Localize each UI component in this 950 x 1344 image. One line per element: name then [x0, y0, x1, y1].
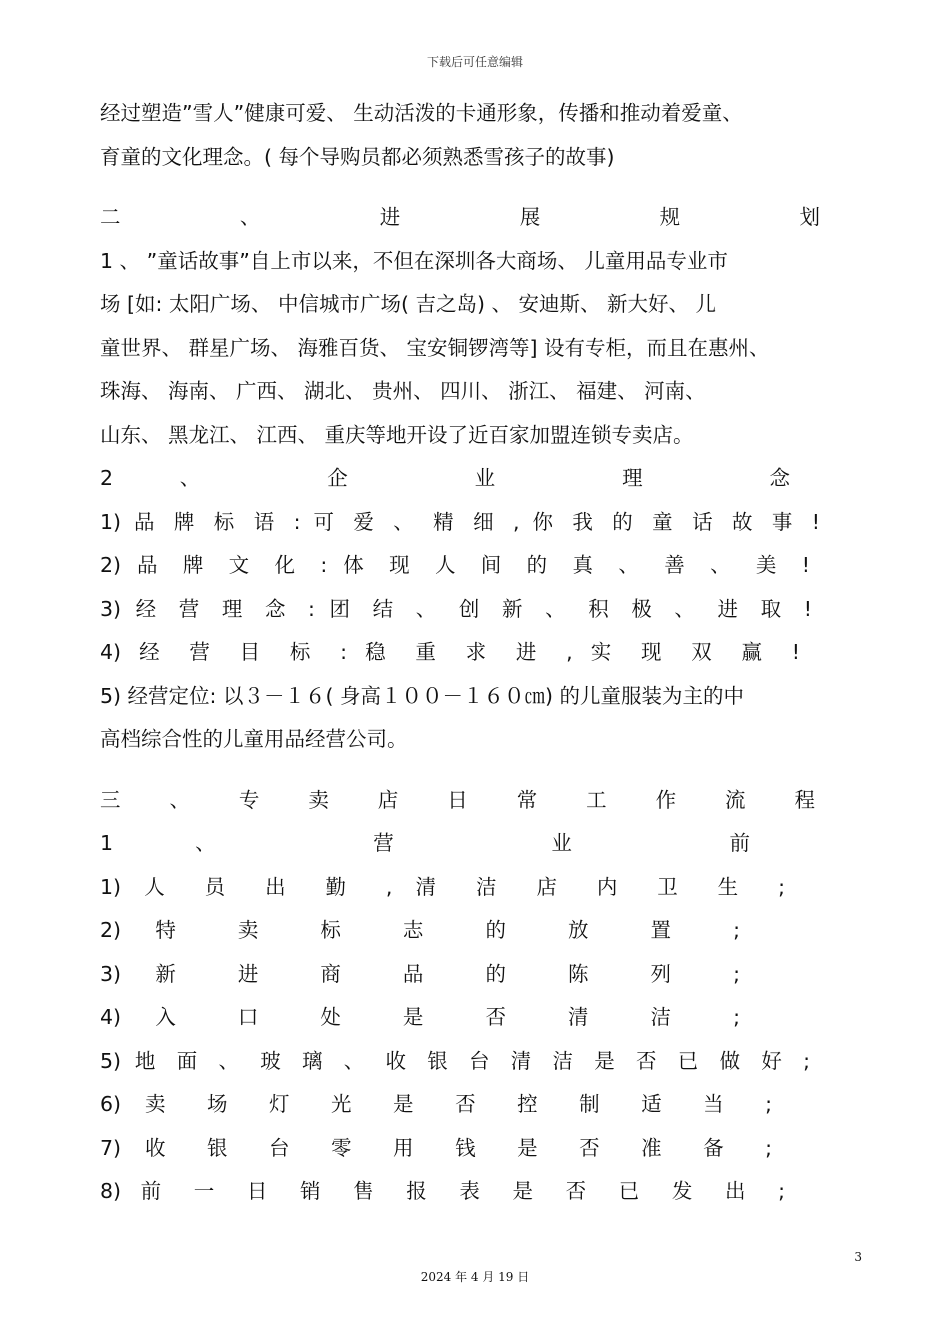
- routine-item-2: 2) 特 卖 标 志 的 放 置 ;: [100, 918, 740, 942]
- philosophy-item-5-line-2: 高档综合性的儿童用品经营公司。: [100, 727, 408, 751]
- section-2-p1-line-1: 1 、 ”童话故事”自上市以来，不但在深圳各大商场、 儿童用品专业市: [100, 248, 728, 273]
- routine-item-5: 5) 地 面 、 玻 璃 、 收 银 台 清 洁 是 否 已 做 好 ;: [100, 1048, 810, 1073]
- routine-item-4: 4) 入 口 处 是 否 清 洁 ;: [100, 1005, 740, 1029]
- section-2-heading: 二 、 进 展 规 划: [100, 205, 820, 229]
- routine-item-6: 6) 卖 场 灯 光 是 否 控 制 适 当 ;: [100, 1092, 772, 1116]
- section-2-p1-line-5: 山东、 黑龙江、 江西、 重庆等地开设了近百家加盟连锁专卖店。: [100, 422, 694, 447]
- section-2-p1-line-2: 场 [如: 太阳广场、 中信城市广场( 吉之岛) 、 安迪斯、 新大好、 儿: [100, 292, 717, 316]
- section-2-p1-line-3: 童世界、 群星广场、 海雅百货、 宝安铜锣湾等] 设有专柜，而且在惠州、: [100, 335, 770, 360]
- section-3-sub-heading: 1 、 营 业 前: [100, 831, 750, 855]
- footer-date: 2024 年 4 月 19 日: [420, 1270, 530, 1284]
- philosophy-item-2: 2) 品 牌 文 化 : 体 现 人 间 的 真 、 善 、 美 !: [100, 553, 810, 577]
- page-header: 下载后可任意编辑: [426, 55, 523, 69]
- document-body: [100, 92, 870, 1214]
- philosophy-item-4: 4) 经 营 目 标 : 稳 重 求 进 , 实 现 双 赢 !: [100, 640, 800, 664]
- philosophy-item-1: 1) 品 牌 标 语 : 可 爱 、 精 细 , 你 我 的 童 话 故 事 !: [100, 509, 820, 534]
- routine-item-3: 3) 新 进 商 品 的 陈 列 ;: [100, 961, 740, 986]
- routine-item-8: 8) 前 一 日 销 售 报 表 是 否 已 发 出 ;: [100, 1179, 785, 1203]
- philosophy-item-5-line-1: 5) 经营定位: 以３－１６( 身高１００－１６０㎝) 的儿童服装为主的中: [100, 683, 745, 708]
- section-2-sub-heading: 2 、 企 业 理 念: [100, 466, 790, 490]
- intro-line-1: 经过塑造”雪人”健康可爱、 生动活泼的卡通形象，传播和推动着爱童、: [100, 101, 743, 125]
- page-number: 3: [854, 1250, 862, 1264]
- routine-item-1: 1) 人 员 出 勤 , 清 洁 店 内 卫 生 ;: [100, 874, 785, 899]
- philosophy-item-3: 3) 经 营 理 念 : 团 结 、 创 新 、 积 极 、 进 取 !: [100, 596, 812, 621]
- section-3-heading: 三 、 专 卖 店 日 常 工 作 流 程: [100, 787, 815, 812]
- section-2-p1-line-4: 珠海、 海南、 广西、 湖北、 贵州、 四川、 浙江、 福建、 河南、: [100, 379, 706, 403]
- routine-item-7: 7) 收 银 台 零 用 钱 是 否 准 备 ;: [100, 1135, 772, 1160]
- intro-line-2: 育童的文化理念。( 每个导购员都必须熟悉雪孩子的故事): [100, 144, 615, 169]
